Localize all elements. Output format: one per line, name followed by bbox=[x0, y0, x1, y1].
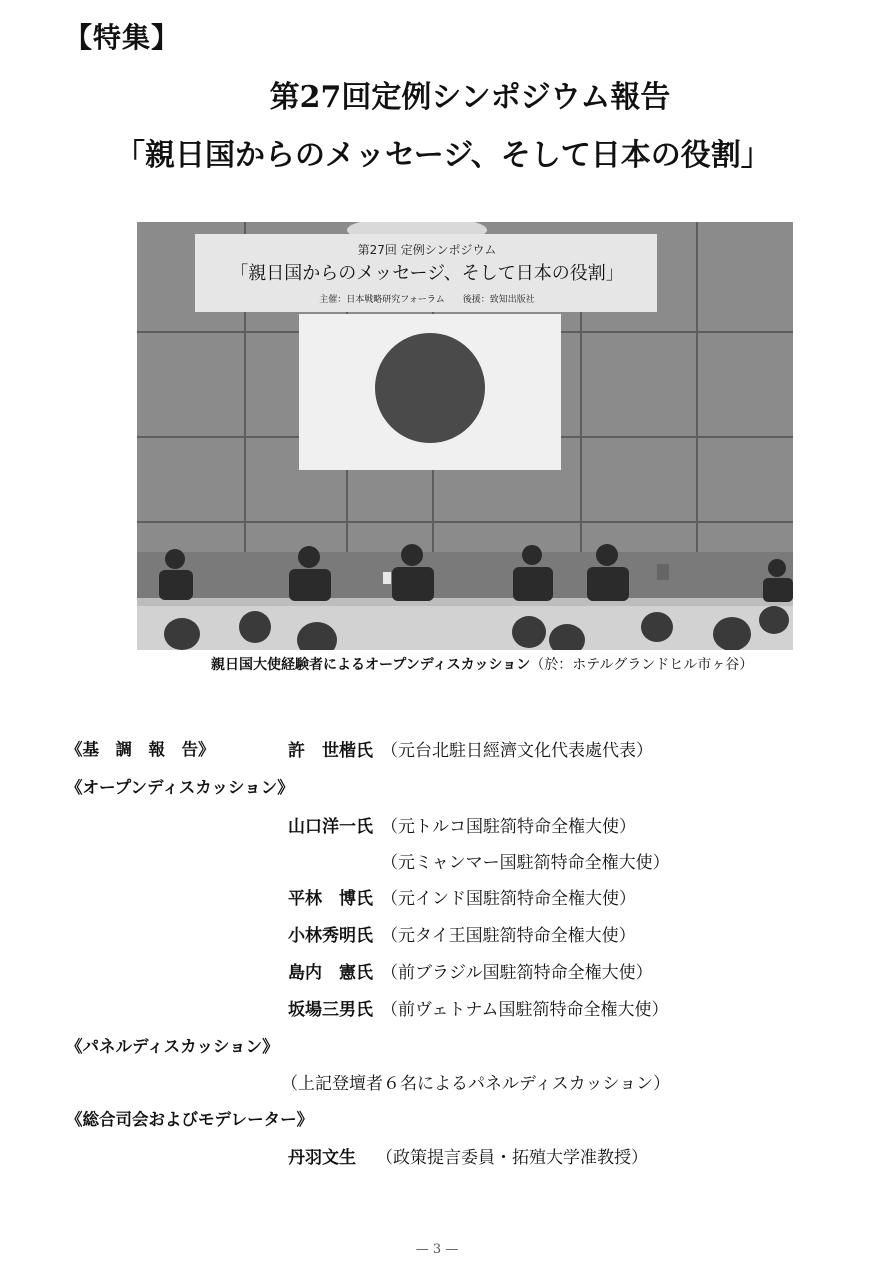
panelist-name: 小林秀明氏 bbox=[288, 926, 373, 946]
report-title: 第27回定例シンポジウム報告 bbox=[269, 80, 671, 115]
section-tag: 【特集】 bbox=[64, 21, 181, 54]
panel-discussion-note: （上記登壇者６名によるパネルディスカッション） bbox=[281, 1074, 671, 1094]
banner-main: 「親日国からのメッセージ、そして日本の役割」 bbox=[230, 263, 624, 284]
panelist-name: 島内 憲氏 bbox=[288, 963, 373, 983]
panelist-name: 坂場三男氏 bbox=[288, 1000, 373, 1020]
keynote-name: 許 世楷氏 bbox=[288, 741, 373, 761]
panelist-name: 山口洋一氏 bbox=[288, 817, 373, 837]
photo-caption bbox=[211, 654, 753, 674]
caption-main: 親日国大使経験者によるオープンディスカッション bbox=[211, 657, 531, 673]
panelist-role: （元ミャンマー国駐箚特命全権大使） bbox=[381, 853, 670, 873]
panelist-role: （前ヴェトナム国駐箚特命全権大使） bbox=[381, 1000, 669, 1020]
moderator-role: （政策提言委員・拓殖大学准教授） bbox=[376, 1148, 648, 1168]
panelist-name: 平林 博氏 bbox=[288, 889, 373, 909]
symposium-photo bbox=[137, 222, 793, 650]
panelist-role: （前ブラジル国駐箚特命全権大使） bbox=[381, 963, 653, 983]
symposium-theme: 「親日国からのメッセージ、そして日本の役割」 bbox=[115, 138, 771, 173]
panel-discussion-heading: 《パネルディスカッション》 bbox=[66, 1037, 279, 1056]
panelist-role: （元タイ王国駐箚特命全権大使） bbox=[381, 926, 636, 946]
moderator-name: 丹羽文生 bbox=[288, 1148, 356, 1168]
panelist-role: （元インド国駐箚特命全権大使） bbox=[381, 889, 636, 909]
panelist-role: （元トルコ国駐箚特命全権大使） bbox=[381, 817, 636, 837]
keynote-heading: 《基 調 報 告》 bbox=[66, 740, 215, 759]
open-discussion-heading: 《オープンディスカッション》 bbox=[66, 778, 294, 797]
moderator-heading: 《総合司会およびモデレーター》 bbox=[66, 1110, 314, 1129]
banner-top: 第27回 定例シンポジウム bbox=[357, 243, 497, 257]
keynote-role: （元台北駐日經濟文化代表處代表） bbox=[381, 741, 653, 761]
banner-sub: 主催：日本戦略研究フォーラム 後援：致知出版社 bbox=[319, 295, 535, 305]
caption-venue: （於：ホテルグランドヒル市ヶ谷） bbox=[530, 657, 754, 673]
page-number: — 3 — bbox=[415, 1242, 459, 1257]
